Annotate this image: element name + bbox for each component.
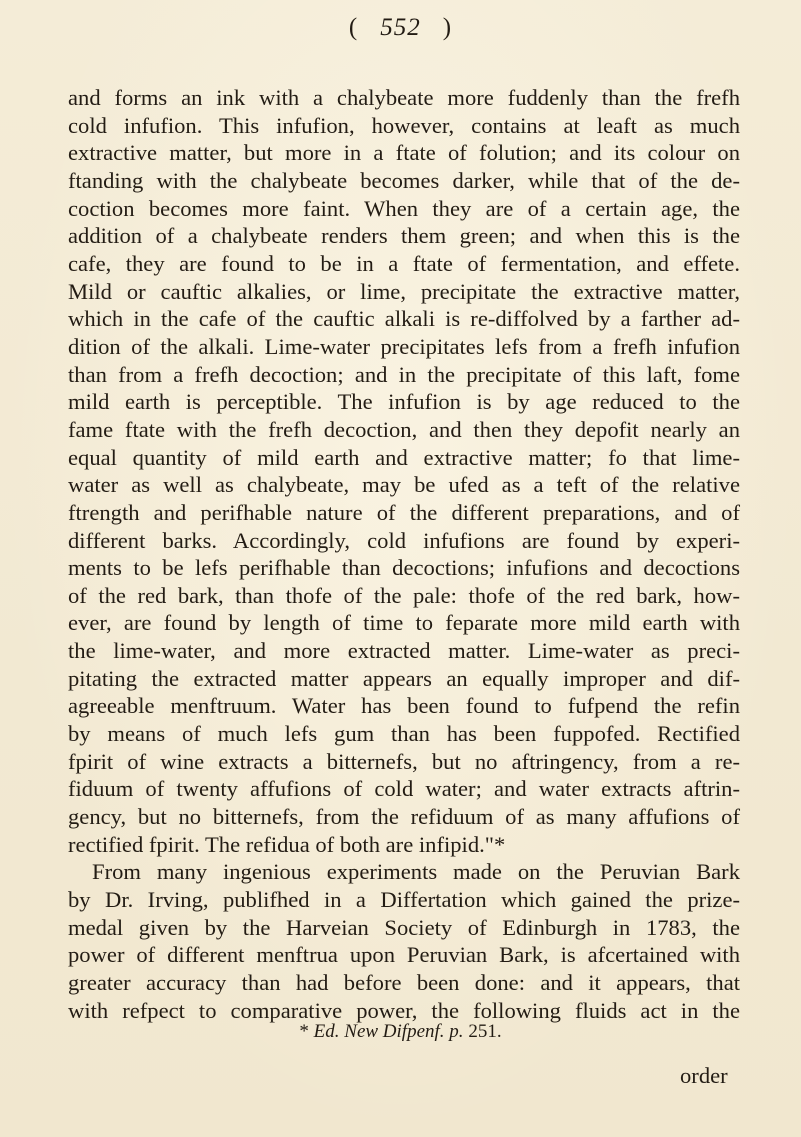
- text-line: which in the cafe of the cauftic alkali is re-diffolved by a farther ad-: [68, 306, 740, 332]
- text-line: Mild or cauftic alkalies, or lime, precipitate the extractive matter,: [68, 278, 740, 304]
- footnote: [0, 1021, 801, 1043]
- page-number: 552: [380, 14, 421, 41]
- text-line: ever, are found by length of time to feparate more mild earth with: [68, 610, 740, 636]
- text-line: extractive matter, but more in a ftate of folution; and its colour on: [68, 140, 740, 166]
- text-line: pitating the extracted matter appears an equally improper and dif-: [68, 665, 740, 691]
- body-text: [68, 84, 740, 1024]
- text-line: ftrength and perifhable nature of the different preparations, and of: [68, 499, 740, 525]
- text-line: different barks. Accordingly, cold infufions are found by experi-: [68, 527, 740, 553]
- text-line: cold infufion. This infufion, however, contains at leaft as much: [68, 112, 740, 138]
- text-line: fiduum of twenty affufions of cold water; and water extracts aftrin-: [68, 776, 740, 802]
- text-line: by Dr. Irving, publifhed in a Differtation which gained the prize-: [68, 887, 740, 913]
- text-line: the lime-water, and more extracted matter. Lime-water as preci-: [68, 638, 740, 664]
- text-line: ftanding with the chalybeate becomes darker, while that of the de-: [68, 167, 740, 193]
- text-line: and forms an ink with a chalybeate more fuddenly than the frefh: [68, 85, 740, 110]
- footnote-marker: *: [299, 1021, 309, 1042]
- text-line: addition of a chalybeate renders them green; and when this is the: [68, 223, 740, 249]
- footnote-page: 251.: [468, 1021, 502, 1042]
- text-line: rectified fpirit. The refidua of both are infipid."*: [68, 831, 506, 857]
- text-line: water as well as chalybeate, may be ufed as a teft of the relative: [68, 472, 740, 498]
- footnote-citation: Ed. New Difpenf. p.: [313, 1021, 464, 1042]
- paragraph-start-line: From many ingenious experiments made on the Peruvian Bark: [92, 859, 740, 885]
- text-line: ments to be lefs perifhable than decoctions; infufions and decoctions: [68, 555, 740, 581]
- page-header: [0, 14, 801, 42]
- text-line: coction becomes more faint. When they are of a certain age, the: [68, 195, 740, 221]
- header-close-paren: ): [442, 14, 453, 41]
- text-line: dition of the alkali. Lime-water precipitates lefs from a frefh infufion: [68, 333, 740, 359]
- text-line: equal quantity of mild earth and extractive matter; fo that lime-: [68, 444, 740, 470]
- catchword: order: [680, 1063, 728, 1088]
- text-line: with refpect to comparative power, the following fluids act in the: [68, 997, 740, 1023]
- text-line: by means of much lefs gum than has been fuppofed. Rectified: [68, 721, 740, 747]
- text-line: than from a frefh decoction; and in the precipitate of this laft, fome: [68, 361, 740, 387]
- text-line: power of different menftrua upon Peruvian Bark, is afcertained with: [68, 942, 740, 968]
- text-line: fame ftate with the frefh decoction, and then they depofit nearly an: [68, 416, 740, 442]
- text-line: agreeable menftruum. Water has been found to fufpend the refin: [68, 693, 740, 719]
- text-line: gency, but no bitternefs, from the refiduum of as many affufions of: [68, 804, 740, 830]
- text-line: cafe, they are found to be in a ftate of fermentation, and effete.: [68, 250, 740, 276]
- text-line: greater accuracy than had before been done: and it appears, that: [68, 970, 740, 995]
- header-open-paren: (: [348, 14, 359, 41]
- text-line: medal given by the Harveian Society of Edinburgh in 1783, the: [68, 914, 740, 940]
- text-line: of the red bark, than thofe of the pale: thofe of the red bark, how-: [68, 582, 740, 608]
- text-line: fpirit of wine extracts a bitternefs, but no aftringency, from a re-: [68, 748, 740, 774]
- text-line: mild earth is perceptible. The infufion is by age reduced to the: [68, 389, 740, 415]
